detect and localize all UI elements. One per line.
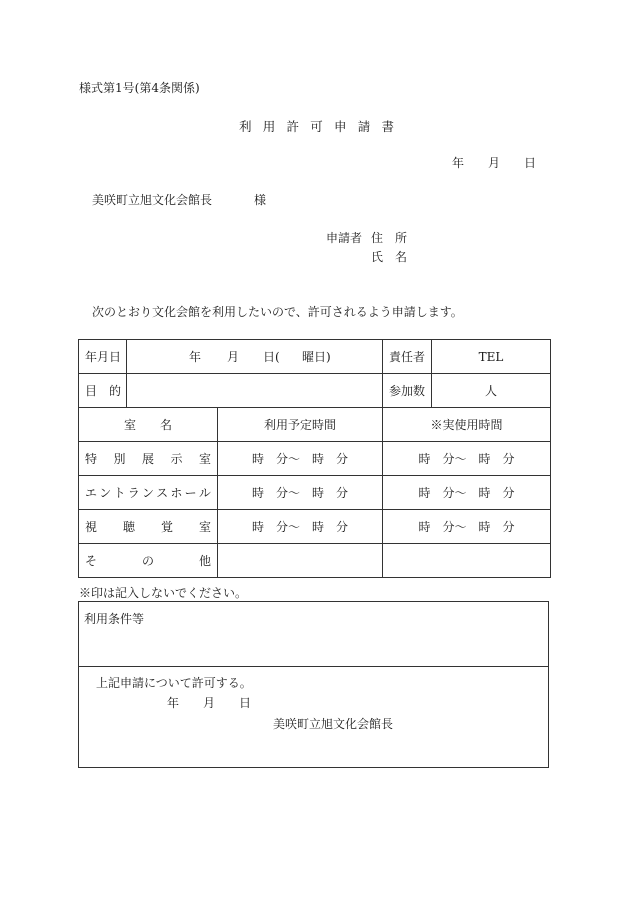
room-name-char: ン <box>99 486 112 500</box>
planned-time-cell[interactable]: 時 分～ 時 分 <box>218 510 383 544</box>
applicant-label: 申請者 <box>326 231 363 245</box>
actual-time-cell[interactable]: 時 分～ 時 分 <box>383 476 551 510</box>
room-name-char: 室 <box>198 520 211 534</box>
applicant-name-label: 氏 名 <box>371 250 408 264</box>
room-name-char: 他 <box>198 554 211 568</box>
room-name-char: 覚 <box>160 520 173 534</box>
intro-text: 次のとおり文化会館を利用したいので、許可されるよう申請します。 <box>92 305 463 319</box>
approval-year: 年 <box>167 696 180 710</box>
actual-time-cell[interactable] <box>383 544 551 578</box>
date-value-month: 月 <box>227 350 240 364</box>
conditions-label: 利用条件等 <box>84 612 145 626</box>
date-day: 日 <box>524 156 537 170</box>
date-value-year: 年 <box>189 350 202 364</box>
room-name-char: 別 <box>113 452 126 466</box>
approval-signatory: 美咲町立旭文化会館長 <box>273 717 394 731</box>
actual-time-cell[interactable]: 時 分～ 時 分 <box>383 510 551 544</box>
conditions-box[interactable] <box>78 601 549 667</box>
table-row <box>79 544 551 578</box>
actual-time-header: ※実使用時間 <box>383 408 551 442</box>
room-name-char: 視 <box>85 520 98 534</box>
form-number: 様式第1号(第4条関係) <box>79 81 200 95</box>
table-row <box>79 476 551 510</box>
room-name-char: ー <box>184 486 197 500</box>
attendance-cell[interactable]: 人 <box>432 374 551 408</box>
room-name-char: 示 <box>170 452 183 466</box>
room-name-char: ト <box>113 486 126 500</box>
room-name <box>79 510 218 544</box>
date-value-weekday: 曜日) <box>302 350 331 364</box>
room-name-char: ホ <box>170 486 183 500</box>
room-name <box>79 544 218 578</box>
manager-label: 責任者 <box>383 340 432 374</box>
actual-time-cell[interactable]: 時 分～ 時 分 <box>383 442 551 476</box>
room-name-char: そ <box>85 554 98 568</box>
page-title: 利用許可申請書 <box>239 119 406 134</box>
planned-time-cell[interactable]: 時 分～ 時 分 <box>218 442 383 476</box>
room-name-char: ラ <box>127 486 140 500</box>
room-name-char: ン <box>141 486 154 500</box>
planned-time-header: 利用予定時間 <box>218 408 383 442</box>
table-row-header <box>79 408 551 442</box>
table-row-purpose <box>79 374 551 408</box>
approval-month: 月 <box>203 696 216 710</box>
purpose-value-cell[interactable] <box>127 374 383 408</box>
room-name-char: ス <box>156 486 169 500</box>
table-row <box>79 442 551 476</box>
approval-day: 日 <box>239 696 252 710</box>
room-name-char: ル <box>198 486 211 500</box>
attendance-label: 参加数 <box>383 374 432 408</box>
date-year: 年 <box>452 156 465 170</box>
room-name-char: 特 <box>85 452 98 466</box>
tel-cell[interactable]: TEL <box>432 340 551 374</box>
table-row <box>79 510 551 544</box>
date-label: 年月日 <box>79 340 127 374</box>
room-name-char: 聴 <box>122 520 135 534</box>
room-name-chars <box>79 450 217 467</box>
planned-time-cell[interactable]: 時 分～ 時 分 <box>218 476 383 510</box>
date-value-cell[interactable] <box>127 340 383 374</box>
room-name-chars <box>79 484 217 501</box>
date-month: 月 <box>488 156 501 170</box>
applicant-address-label: 住 所 <box>371 231 408 245</box>
purpose-label: 目 的 <box>79 374 127 408</box>
room-name-char: の <box>141 554 154 568</box>
application-table <box>78 339 551 578</box>
room-name <box>79 476 218 510</box>
room-name-char: 展 <box>141 452 154 466</box>
room-name-char: エ <box>85 486 98 500</box>
date-value-day: 日( <box>263 350 280 364</box>
room-name-chars <box>79 552 217 569</box>
table-row-date <box>79 340 551 374</box>
approval-box <box>78 666 549 768</box>
note-text: ※印は記入しないでください。 <box>79 586 248 600</box>
addressee-name: 美咲町立旭文化会館長 <box>92 193 213 207</box>
room-header: 室 名 <box>79 408 218 442</box>
room-name-chars <box>79 518 217 535</box>
room-name <box>79 442 218 476</box>
room-name-char: 室 <box>198 452 211 466</box>
approval-text: 上記申請について許可する。 <box>96 676 252 690</box>
addressee-honorific: 様 <box>254 193 267 207</box>
planned-time-cell[interactable] <box>218 544 383 578</box>
